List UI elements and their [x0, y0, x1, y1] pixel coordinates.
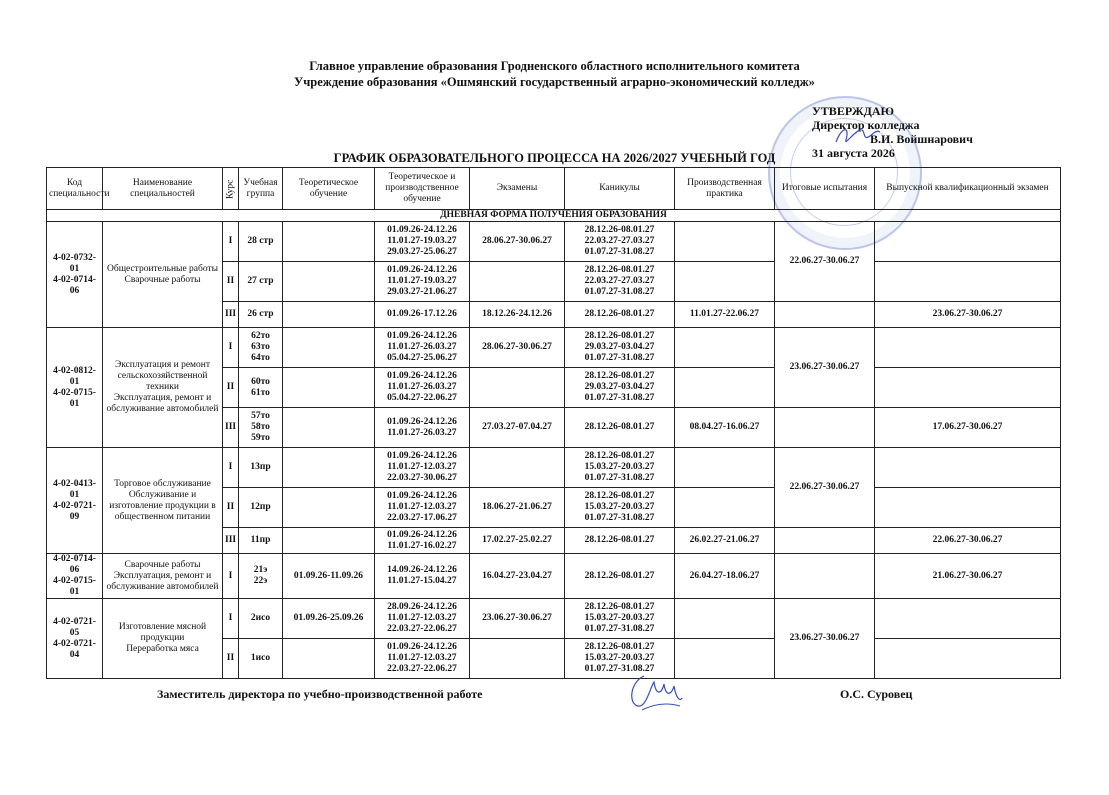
cell-line: 01.09.26-24.12.26: [387, 529, 457, 540]
practice-dates: 08.04.27-16.06.27: [675, 408, 775, 448]
final-exam-dates: [875, 599, 1061, 639]
col-header-final-tests: Итоговые испытания: [775, 168, 875, 210]
cell-line: 27 стр: [247, 276, 274, 286]
cell-line: 28.12.26-08.01.27: [584, 535, 655, 545]
study-group: [239, 408, 283, 448]
study-group: [239, 639, 283, 679]
cell-line: 22.03.27-17.06.27: [387, 513, 457, 523]
final-exam-dates: 17.06.27-30.06.27: [875, 408, 1061, 448]
specialty-codes: [47, 599, 103, 679]
cell-line: 4-02-0715-01: [53, 576, 96, 597]
cell-line: 11.01.27-12.03.27: [387, 502, 457, 512]
section-row: [47, 210, 1061, 222]
col-header-final-exam: Выпускной квалификационный экзамен: [875, 168, 1061, 210]
cell-line: 29.03.27-21.06.27: [387, 287, 457, 297]
specialty-names: [103, 222, 223, 328]
holiday-dates: [565, 222, 675, 262]
theory-prod-dates: [375, 368, 470, 408]
cell-line: 28.12.26-08.01.27: [584, 602, 655, 612]
table-row: [47, 599, 1061, 639]
specialty-names: [103, 448, 223, 554]
cell-line: 22.03.27-22.06.27: [387, 664, 457, 674]
holiday-dates: [565, 599, 675, 639]
final-exam-dates: [875, 368, 1061, 408]
final-exam-dates: 23.06.27-30.06.27: [875, 302, 1061, 328]
theory-dates: [283, 448, 375, 488]
table-header-row: [47, 168, 1061, 210]
cell-line: 4-02-0732-01: [53, 252, 96, 274]
cell-line: 28.12.26-08.01.27: [584, 331, 655, 341]
study-group: [239, 302, 283, 328]
col-header-name: Наименование специальностей: [103, 168, 223, 210]
cell-line: 28.12.26-08.01.27: [584, 309, 655, 319]
cell-line: 01.07.27-31.08.27: [584, 353, 655, 363]
approval-name: В.И. Войшнарович: [870, 132, 973, 146]
cell-line: 4-02-0812-01: [53, 365, 96, 387]
study-group: [239, 222, 283, 262]
cell-line: 11.01.27-12.03.27: [387, 653, 457, 663]
holiday-dates: [565, 262, 675, 302]
cell-line: 01.07.27-31.08.27: [584, 393, 655, 403]
study-group: [239, 448, 283, 488]
exam-dates: 18.06.27-21.06.27: [470, 488, 565, 528]
study-group: [239, 328, 283, 368]
cell-line: 01.07.27-31.08.27: [584, 287, 655, 297]
cell-line: 11.01.27-12.03.27: [387, 462, 457, 472]
col-header-code: Код специальности: [47, 168, 103, 210]
exam-dates: 27.03.27-07.04.27: [470, 408, 565, 448]
cell-line: 28.12.26-08.01.27: [584, 570, 655, 581]
col-header-course: Курс: [223, 168, 239, 210]
theory-prod-dates: [375, 554, 470, 599]
final-exam-dates: 21.06.27-30.06.27: [875, 554, 1061, 599]
cell-line: 01.09.26-24.12.26: [387, 642, 457, 652]
practice-dates: [675, 488, 775, 528]
cell-line: 4-02-0714-06: [53, 274, 96, 296]
cell-line: 11.01.27-26.03.27: [387, 382, 457, 392]
cell-line: 28.09.26-24.12.26: [387, 602, 457, 612]
final-tests-dates: [775, 554, 875, 599]
exam-dates: [470, 639, 565, 679]
holiday-dates: [565, 488, 675, 528]
cell-line: 01.07.27-31.08.27: [584, 624, 655, 634]
cell-line: 01.09.26-24.12.26: [387, 331, 457, 341]
table-row: [47, 222, 1061, 262]
study-group: [239, 488, 283, 528]
specialty-codes: [47, 554, 103, 599]
practice-dates: [675, 222, 775, 262]
cell-line: 15.03.27-20.03.27: [584, 613, 655, 623]
footer-name: О.С. Суровец: [840, 687, 913, 701]
cell-line: 11.01.27-26.03.27: [387, 342, 457, 352]
course-number: I: [223, 599, 239, 639]
theory-dates: [283, 328, 375, 368]
cell-line: 26 стр: [247, 309, 274, 319]
cell-line: 22.03.27-22.06.27: [387, 624, 457, 634]
cell-line: 15.03.27-20.03.27: [584, 502, 655, 512]
cell-line: 28 стр: [247, 236, 274, 246]
final-exam-dates: [875, 448, 1061, 488]
study-group: [239, 368, 283, 408]
cell-line: 4-02-0413-01: [53, 478, 96, 500]
cell-line: 11.01.27-19.03.27: [387, 276, 457, 286]
final-exam-dates: [875, 639, 1061, 679]
exam-dates: 16.04.27-23.04.27: [470, 554, 565, 599]
cell-line: 11.01.27-16.02.27: [387, 540, 457, 551]
cell-line: Эксплуатация, ремонт и обслуживание автомобилей: [106, 570, 219, 592]
cell-line: 01.09.26-17.12.26: [387, 309, 457, 319]
cell-line: Эксплуатация, ремонт и обслуживание автомобилей: [106, 393, 219, 414]
cell-line: 01.09.26-24.12.26: [387, 491, 457, 501]
holiday-dates: [565, 328, 675, 368]
holiday-dates: [565, 528, 675, 554]
header-line-2: Учреждение образования «Ошмянский государственный аграрно-экономический колледж»: [294, 75, 815, 89]
specialty-names: [103, 328, 223, 448]
theory-dates: [283, 222, 375, 262]
cell-line: 28.12.26-08.01.27: [584, 265, 655, 275]
theory-dates: [283, 408, 375, 448]
holiday-dates: [565, 639, 675, 679]
exam-dates: [470, 368, 565, 408]
study-group: [239, 554, 283, 599]
theory-prod-dates: [375, 302, 470, 328]
course-number: III: [223, 408, 239, 448]
cell-line: 15.03.27-20.03.27: [584, 462, 655, 472]
cell-line: 4-02-0715-01: [53, 387, 96, 409]
final-tests-dates: 22.06.27-30.06.27: [775, 448, 875, 528]
cell-line: 01.09.26-24.12.26: [387, 225, 457, 235]
cell-line: 11.01.27-12.03.27: [387, 613, 457, 623]
course-number: II: [223, 488, 239, 528]
cell-line: 28.12.26-08.01.27: [584, 371, 655, 381]
exam-dates: 17.02.27-25.02.27: [470, 528, 565, 554]
section-label: ДНЕВНАЯ ФОРМА ПОЛУЧЕНИЯ ОБРАЗОВАНИЯ: [47, 210, 1061, 222]
cell-line: 64то: [251, 353, 270, 363]
study-group: [239, 262, 283, 302]
specialty-names: [103, 554, 223, 599]
holiday-dates: [565, 302, 675, 328]
theory-dates: 01.09.26-25.09.26: [283, 599, 375, 639]
cell-line: 1исо: [250, 653, 271, 663]
course-number: III: [223, 528, 239, 554]
col-header-group: Учебная группа: [239, 168, 283, 210]
practice-dates: [675, 639, 775, 679]
final-exam-dates: 22.06.27-30.06.27: [875, 528, 1061, 554]
cell-line: 11пр: [250, 535, 271, 545]
cell-line: 13пр: [250, 462, 271, 472]
cell-line: 60то: [251, 376, 270, 387]
final-exam-dates: [875, 262, 1061, 302]
exam-dates: [470, 448, 565, 488]
cell-line: 21э: [253, 565, 268, 575]
practice-dates: 26.02.27-21.06.27: [675, 528, 775, 554]
cell-line: 29.03.27-25.06.27: [387, 247, 457, 257]
table-row: [47, 328, 1061, 368]
cell-line: 01.07.27-31.08.27: [584, 247, 655, 257]
cell-line: 01.09.26-24.12.26: [387, 451, 457, 461]
cell-line: 62то: [251, 331, 270, 341]
final-tests-dates: 22.06.27-30.06.27: [775, 222, 875, 302]
schedule-table: [46, 167, 1061, 679]
theory-prod-dates: [375, 222, 470, 262]
exam-dates: 23.06.27-30.06.27: [470, 599, 565, 639]
cell-line: 05.04.27-22.06.27: [387, 393, 457, 403]
theory-prod-dates: [375, 408, 470, 448]
cell-line: Торговое обслуживание: [114, 478, 211, 489]
cell-line: 4-02-0721-04: [53, 638, 96, 660]
col-header-holidays: Каникулы: [565, 168, 675, 210]
cell-line: Общестроительные работы: [107, 263, 218, 274]
practice-dates: [675, 262, 775, 302]
approval-title: УТВЕРЖДАЮ: [812, 104, 895, 118]
theory-dates: 01.09.26-11.09.26: [283, 554, 375, 599]
theory-prod-dates: [375, 328, 470, 368]
practice-dates: 26.04.27-18.06.27: [675, 554, 775, 599]
cell-line: 59то: [251, 433, 270, 443]
exam-dates: [470, 262, 565, 302]
theory-dates: [283, 262, 375, 302]
practice-dates: [675, 368, 775, 408]
schedule-title: ГРАФИК ОБРАЗОВАТЕЛЬНОГО ПРОЦЕССА НА 2026/2027 УЧЕБНЫЙ ГОД: [333, 151, 776, 165]
cell-line: 29.03.27-03.04.27: [584, 342, 655, 352]
practice-dates: [675, 448, 775, 488]
footer-position: Заместитель директора по учебно-производственной работе: [157, 687, 483, 701]
col-header-practice: Производственная практика: [675, 168, 775, 210]
cell-line: Сварочные работы: [124, 274, 201, 285]
cell-line: 61то: [251, 387, 270, 398]
cell-line: 22э: [253, 576, 268, 586]
practice-dates: [675, 328, 775, 368]
cell-line: 58то: [251, 422, 270, 432]
cell-line: 01.07.27-31.08.27: [584, 664, 655, 674]
course-number: I: [223, 448, 239, 488]
final-exam-dates: [875, 222, 1061, 262]
course-number: III: [223, 302, 239, 328]
practice-dates: [675, 599, 775, 639]
course-number: I: [223, 222, 239, 262]
table-row: [47, 554, 1061, 599]
cell-line: 63то: [251, 342, 270, 352]
cell-line: 28.12.26-08.01.27: [584, 422, 655, 432]
cell-line: 22.03.27-27.03.27: [584, 236, 655, 246]
cell-line: 2исо: [250, 613, 271, 623]
final-exam-dates: [875, 328, 1061, 368]
cell-line: Переработка мяса: [126, 644, 199, 654]
cell-line: 11.01.27-15.04.27: [387, 576, 457, 586]
cell-line: 28.12.26-08.01.27: [584, 491, 655, 501]
cell-line: 4-02-0721-09: [53, 500, 96, 522]
final-tests-dates: [775, 302, 875, 328]
cell-line: 29.03.27-03.04.27: [584, 382, 655, 392]
course-number: II: [223, 639, 239, 679]
holiday-dates: [565, 408, 675, 448]
cell-line: 05.04.27-25.06.27: [387, 353, 457, 363]
col-header-theory: Теоретическое обучение: [283, 168, 375, 210]
theory-dates: [283, 368, 375, 408]
holiday-dates: [565, 368, 675, 408]
cell-line: Эксплуатация и ремонт сельскохозяйственной техники: [114, 360, 211, 392]
theory-prod-dates: [375, 262, 470, 302]
practice-dates: 11.01.27-22.06.27: [675, 302, 775, 328]
cell-line: 28.12.26-08.01.27: [584, 225, 655, 235]
specialty-codes: [47, 328, 103, 448]
cell-line: 22.03.27-30.06.27: [387, 473, 457, 483]
cell-line: 28.12.26-08.01.27: [584, 642, 655, 652]
cell-line: 01.09.26-24.12.26: [387, 371, 457, 381]
cell-line: 14.09.26-24.12.26: [387, 565, 457, 575]
holiday-dates: [565, 554, 675, 599]
theory-prod-dates: [375, 639, 470, 679]
cell-line: 4-02-0714-06: [53, 554, 96, 575]
final-tests-dates: 23.06.27-30.06.27: [775, 328, 875, 408]
cell-line: 01.07.27-31.08.27: [584, 473, 655, 483]
cell-line: 57то: [251, 411, 270, 421]
theory-dates: [283, 528, 375, 554]
specialty-codes: [47, 222, 103, 328]
theory-dates: [283, 488, 375, 528]
table-row: [47, 448, 1061, 488]
approval-date: 31 августа 2026: [812, 146, 895, 160]
holiday-dates: [565, 448, 675, 488]
final-tests-dates: 23.06.27-30.06.27: [775, 599, 875, 679]
final-tests-dates: [775, 408, 875, 448]
final-tests-dates: [775, 528, 875, 554]
final-exam-dates: [875, 488, 1061, 528]
course-number: I: [223, 328, 239, 368]
study-group: [239, 528, 283, 554]
theory-prod-dates: [375, 488, 470, 528]
cell-line: 11.01.27-19.03.27: [387, 236, 457, 246]
document-header: [0, 58, 1109, 90]
theory-prod-dates: [375, 448, 470, 488]
theory-dates: [283, 639, 375, 679]
col-header-theory-prod: Теоретическое и производственное обучение: [375, 168, 470, 210]
cell-line: 15.03.27-20.03.27: [584, 653, 655, 663]
exam-dates: 28.06.27-30.06.27: [470, 222, 565, 262]
cell-line: 11.01.27-26.03.27: [387, 427, 457, 438]
specialty-codes: [47, 448, 103, 554]
exam-dates: 28.06.27-30.06.27: [470, 328, 565, 368]
course-number: I: [223, 554, 239, 599]
theory-prod-dates: [375, 599, 470, 639]
specialty-names: [103, 599, 223, 679]
header-line-1: Главное управление образования Гродненского областного исполнительного комитета: [309, 59, 800, 73]
col-header-exams: Экзамены: [470, 168, 565, 210]
course-number: II: [223, 368, 239, 408]
cell-line: 01.09.26-24.12.26: [387, 265, 457, 275]
exam-dates: 18.12.26-24.12.26: [470, 302, 565, 328]
theory-dates: [283, 302, 375, 328]
cell-line: 12пр: [250, 502, 271, 512]
cell-line: 28.12.26-08.01.27: [584, 451, 655, 461]
cell-line: Сварочные работы: [124, 559, 201, 570]
course-number: II: [223, 262, 239, 302]
study-group: [239, 599, 283, 639]
cell-line: 01.07.27-31.08.27: [584, 513, 655, 523]
approval-position: Директор колледжа: [812, 118, 920, 132]
cell-line: 22.03.27-27.03.27: [584, 276, 655, 286]
cell-line: Обслуживание и изготовление продукции в общественном питании: [109, 489, 216, 522]
theory-prod-dates: [375, 528, 470, 554]
cell-line: 4-02-0721-05: [53, 616, 96, 638]
cell-line: Изготовление мясной продукции: [118, 622, 207, 643]
cell-line: 01.09.26-24.12.26: [387, 416, 457, 427]
